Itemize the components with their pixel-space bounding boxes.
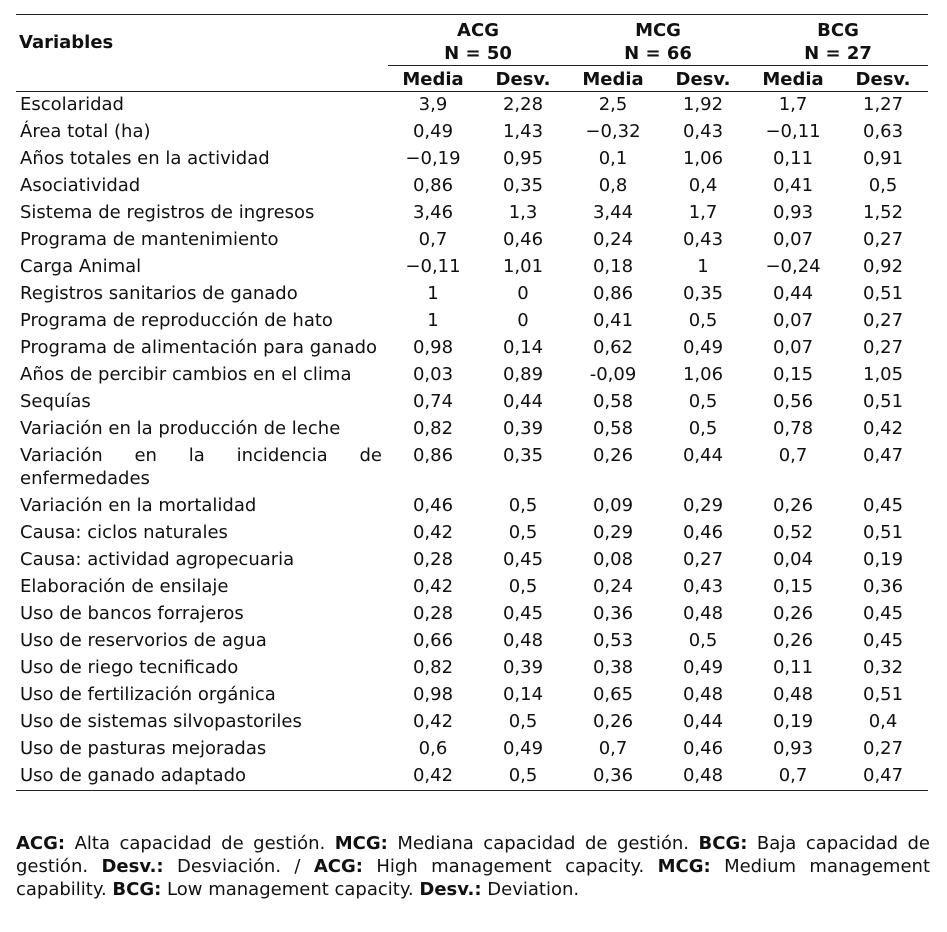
cell-desv: 0,5 [688,310,718,331]
subheader-desv: Desv. [478,66,568,92]
data-table [16,14,928,791]
cell-media: 0,62 [592,337,634,358]
cell-desv: 0,39 [502,418,544,439]
variables-header: Variables [16,15,388,66]
group-n: N = 66 [624,43,692,64]
subheader-blank [16,66,388,92]
table-row [16,308,928,335]
cell-desv: 0,5 [508,495,538,516]
table-row [16,281,928,308]
cell-desv: 0,35 [502,445,544,466]
table-row [16,335,928,362]
cell-media: 0,74 [412,391,454,412]
table-row [16,146,928,173]
table-row [16,520,928,547]
cell-desv: 0,47 [838,763,928,791]
cell-media: −0,19 [405,148,461,169]
group-code: MCG [635,20,681,41]
cell-desv: 0,43 [682,121,724,142]
table-row [16,416,928,443]
group-n: N = 50 [444,43,512,64]
row-label: Uso de fertilización orgánica [20,684,276,705]
cell-media: 0,42 [388,763,478,791]
row-label: Sequías [20,391,91,412]
cell-desv: 0,19 [863,549,904,570]
cell-media: 0,11 [772,148,814,169]
footnote-text: Deviation. [481,879,580,900]
footnote-abbr: Desv.: [419,879,482,900]
cell-desv: 0,42 [863,418,904,439]
cell-media: 0,53 [592,630,634,651]
row-label: Variación en la producción de leche [20,418,341,439]
cell-media: 0,08 [592,549,634,570]
cell-media: 0,26 [772,630,814,651]
table-row [16,227,928,254]
cell-desv: 0,5 [478,763,568,791]
cell-desv: 1,52 [863,202,904,223]
cell-desv: 0,5 [688,418,718,439]
cell-desv: 0,47 [863,445,904,466]
table-row [16,443,928,493]
cell-desv: 0,29 [682,495,724,516]
cell-desv: 0,51 [863,522,904,543]
cell-media: 0,1 [598,148,628,169]
cell-media: 0,29 [592,522,634,543]
cell-desv: 0,46 [682,738,724,759]
row-label: Carga Animal [20,256,142,277]
table-row [16,736,928,763]
row-label: Uso de bancos forrajeros [20,603,244,624]
row-label: Años de percibir cambios en el clima [20,364,352,385]
table-row [16,763,928,791]
cell-media: 0,07 [772,337,814,358]
cell-desv: 0,5 [508,522,538,543]
cell-media: 0,38 [592,657,634,678]
cell-media: −0,11 [765,121,821,142]
cell-media: 0,26 [772,495,814,516]
cell-media: 0,7 [598,738,628,759]
cell-desv: 0,5 [508,576,538,597]
subheader-media: Media [568,66,658,92]
cell-media: 0,7 [778,445,808,466]
cell-media: 0,48 [772,684,814,705]
cell-media: 0,86 [412,445,454,466]
cell-media: 0,09 [592,495,634,516]
cell-media: 0,26 [592,445,634,466]
cell-desv: 0,44 [682,445,724,466]
cell-media: 0,56 [772,391,814,412]
cell-media: 1,7 [778,94,808,115]
group-code: ACG [457,20,499,41]
cell-media: 1 [427,283,439,304]
cell-media: 0,28 [412,549,454,570]
cell-desv: 1,06 [682,364,724,385]
table-row [16,574,928,601]
cell-media: 0,15 [772,576,814,597]
cell-desv: 0,45 [863,603,904,624]
cell-desv: 0,49 [682,337,724,358]
table-row [16,655,928,682]
cell-media: 0,15 [772,364,814,385]
cell-desv: 0,48 [502,630,544,651]
cell-desv: 0,14 [502,337,544,358]
cell-media: −0,24 [765,256,821,277]
row-label: Uso de ganado adaptado [16,763,388,791]
cell-desv: 0,4 [688,175,718,196]
table-row [16,628,928,655]
cell-desv: 0,48 [658,763,748,791]
group-n: N = 27 [804,43,872,64]
cell-media: 0,24 [592,576,634,597]
cell-desv: 0,5 [868,175,898,196]
footnote-abbr: ACG: [16,833,66,854]
table-row [16,682,928,709]
cell-desv: 0,44 [502,391,544,412]
cell-desv: 0,45 [502,549,544,570]
row-label: Años totales en la actividad [20,148,270,169]
footnote-abbr: BCG: [112,879,162,900]
cell-desv: 0,5 [688,391,718,412]
cell-desv: 0,27 [863,229,904,250]
cell-desv: 0,91 [863,148,904,169]
table-row [16,709,928,736]
cell-desv: 0,46 [682,522,724,543]
cell-desv: 0,92 [863,256,904,277]
cell-media: 0,98 [412,684,454,705]
cell-desv: 0,45 [863,495,904,516]
cell-desv: 1 [697,256,709,277]
footnote-text: Alta capacidad de gestión. [65,833,335,854]
cell-desv: 0,63 [863,121,904,142]
cell-media: 3,9 [418,94,448,115]
cell-desv: 0,35 [502,175,544,196]
cell-desv: 1,43 [502,121,544,142]
cell-media: -0,09 [589,364,637,385]
footnote-abbr: Desv.: [101,856,164,877]
cell-desv: 0,95 [502,148,544,169]
row-label: Sistema de registros de ingresos [20,202,315,223]
cell-media: 0,6 [418,738,448,759]
cell-media: 0,07 [772,310,814,331]
cell-media: 0,58 [592,391,634,412]
cell-desv: 0,5 [688,630,718,651]
cell-desv: 1,92 [682,94,724,115]
cell-desv: 0,46 [502,229,544,250]
cell-media: 0,03 [412,364,454,385]
table-container [16,14,928,791]
cell-media: 0,52 [772,522,814,543]
row-label: Uso de riego tecnificado [20,657,239,678]
cell-desv: 0,48 [682,603,724,624]
cell-media: 3,44 [592,202,634,223]
cell-desv: 1,05 [863,364,904,385]
footnote-abbr: BCG: [698,833,748,854]
row-label: Causa: actividad agropecuaria [20,549,295,570]
cell-desv: 1,01 [502,256,544,277]
row-label: Uso de reservorios de agua [20,630,267,651]
cell-media: 1 [427,310,439,331]
cell-desv: 0 [517,283,529,304]
cell-media: 0,8 [598,175,628,196]
cell-media: 0,36 [568,763,658,791]
cell-media: 2,5 [598,94,628,115]
cell-media: 0,36 [592,603,634,624]
table-row [16,362,928,389]
row-label: Variación en la mortalidad [20,495,257,516]
cell-desv: 0,43 [682,229,724,250]
group-header-acg [388,15,568,66]
footnote-text: Desviación. / [163,856,314,877]
cell-desv: 0,32 [863,657,904,678]
row-label: Asociatividad [20,175,141,196]
cell-media: 0,49 [412,121,454,142]
row-label: Causa: ciclos naturales [20,522,228,543]
cell-desv: 0,35 [682,283,724,304]
cell-media: 0,26 [772,603,814,624]
footnote-text: Baja capacidad de gestión. [16,833,936,877]
cell-desv: 0,51 [863,684,904,705]
cell-desv: 0,4 [868,711,898,732]
footnote-abbr: MCG: [334,833,388,854]
subheader-media: Media [388,66,478,92]
cell-desv: 1,06 [682,148,724,169]
cell-desv: 0,45 [502,603,544,624]
cell-media: 0,44 [772,283,814,304]
table-footnote [16,832,936,901]
cell-media: 3,46 [412,202,454,223]
cell-desv: 0,27 [863,310,904,331]
row-label: Escolaridad [20,94,124,115]
cell-desv: 0,49 [682,657,724,678]
table-row [16,389,928,416]
cell-desv: 0,14 [502,684,544,705]
cell-media: 0,41 [592,310,634,331]
cell-desv: 0,39 [502,657,544,678]
cell-media: 0,46 [412,495,454,516]
cell-desv: 0,27 [863,738,904,759]
cell-media: 0,04 [772,549,814,570]
cell-media: 0,86 [412,175,454,196]
footnote-text: Mediana capacidad de gestión. [387,833,699,854]
cell-media: 0,7 [748,763,838,791]
cell-media: 0,86 [592,283,634,304]
row-label: Área total (ha) [20,121,151,142]
cell-desv: 0 [517,310,529,331]
table-row [16,173,928,200]
cell-desv: 2,28 [502,94,544,115]
cell-desv: 0,89 [502,364,544,385]
group-header-row [16,15,928,66]
cell-media: 0,42 [412,711,454,732]
cell-desv: 0,36 [863,576,904,597]
cell-desv: 0,48 [682,684,724,705]
cell-media: 0,11 [772,657,814,678]
cell-media: −0,32 [585,121,641,142]
cell-media: 0,82 [412,657,454,678]
subheader-row [16,66,928,92]
group-header-mcg [568,15,748,66]
row-label: Variación en la incidencia de enfermedades [20,445,382,489]
cell-media: 0,98 [412,337,454,358]
row-label: Programa de reproducción de hato [20,310,333,331]
row-label: Uso de sistemas silvopastoriles [20,711,302,732]
cell-desv: 0,27 [682,549,724,570]
group-code: BCG [817,20,859,41]
cell-desv: 0,44 [682,711,724,732]
footnote-abbr: ACG: [313,856,363,877]
cell-media: 0,41 [772,175,814,196]
cell-desv: 1,27 [863,94,904,115]
table-row [16,254,928,281]
cell-desv: 0,5 [508,711,538,732]
cell-media: −0,11 [405,256,461,277]
cell-desv: 1,7 [688,202,718,223]
cell-media: 0,24 [592,229,634,250]
row-label: Programa de mantenimiento [20,229,279,250]
table-row [16,200,928,227]
footnote-abbr: MCG: [657,856,711,877]
cell-media: 0,42 [412,576,454,597]
footnote-text: Low management capacity. [161,879,420,900]
cell-media: 0,78 [772,418,814,439]
cell-desv: 0,51 [863,283,904,304]
table-body [16,92,928,791]
cell-desv: 1,3 [508,202,538,223]
cell-media: 0,19 [772,711,814,732]
table-row [16,493,928,520]
subheader-media: Media [748,66,838,92]
row-label: Registros sanitarios de ganado [20,283,298,304]
table-row [16,601,928,628]
table-row [16,92,928,120]
row-label: Programa de alimentación para ganado [20,337,378,358]
cell-media: 0,7 [418,229,448,250]
footnote-text: Medium management capability. [16,856,936,900]
cell-media: 0,26 [592,711,634,732]
cell-desv: 0,27 [863,337,904,358]
cell-media: 0,58 [592,418,634,439]
cell-desv: 0,45 [863,630,904,651]
cell-desv: 0,49 [502,738,544,759]
cell-desv: 0,51 [863,391,904,412]
cell-media: 0,18 [592,256,634,277]
footnote-text: High management capacity. [363,856,658,877]
subheader-desv: Desv. [838,66,928,92]
row-label: Elaboración de ensilaje [20,576,229,597]
cell-media: 0,65 [592,684,634,705]
row-label: Uso de pasturas mejoradas [20,738,267,759]
cell-media: 0,93 [772,202,814,223]
cell-media: 0,93 [772,738,814,759]
cell-media: 0,42 [412,522,454,543]
table-row [16,547,928,574]
cell-media: 0,82 [412,418,454,439]
subheader-desv: Desv. [658,66,748,92]
cell-media: 0,66 [412,630,454,651]
cell-desv: 0,43 [682,576,724,597]
cell-media: 0,28 [412,603,454,624]
cell-media: 0,07 [772,229,814,250]
table-row [16,119,928,146]
group-header-bcg [748,15,928,66]
